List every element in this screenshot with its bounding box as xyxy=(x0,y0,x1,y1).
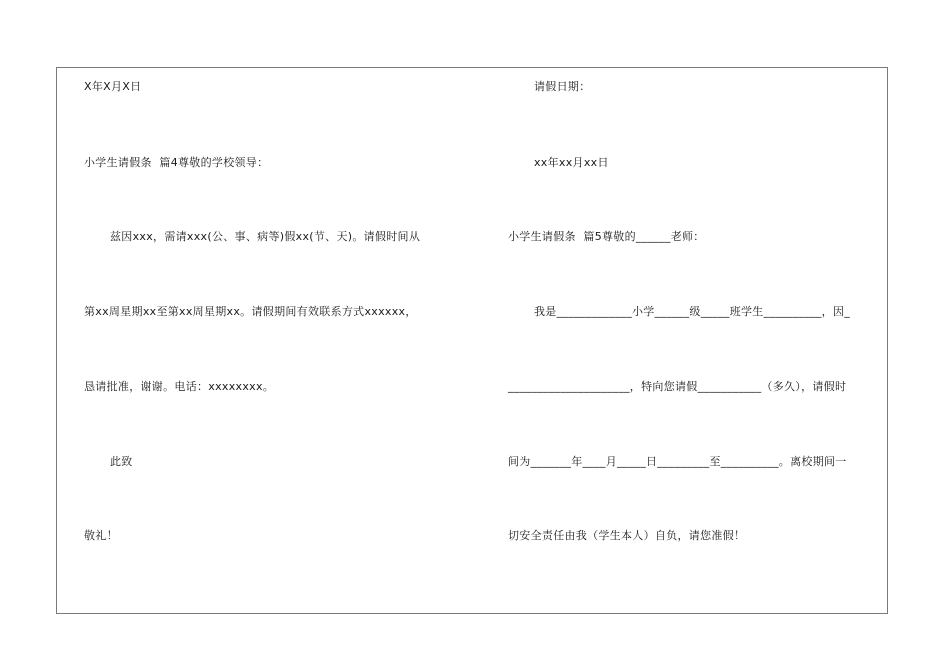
document-frame xyxy=(56,67,888,614)
left-body-line-2: 第xx周星期xx至第xx周星期xx。请假期间有效联系方式xxxxxx， xyxy=(84,305,417,318)
left-heading: 小学生请假条 篇4尊敬的学校领导： xyxy=(84,156,269,169)
right-body-line-1: 我是_____________小学______级_____班学生__________，因_ xyxy=(534,305,850,318)
right-body-line-4: 切安全责任由我（学生本人）自负，请您准假！ xyxy=(508,529,746,542)
left-body-line-3: 恳请批准，谢谢。电话：xxxxxxxx。 xyxy=(84,380,275,393)
right-body-line-3: 间为_______年____月_____日_________至__________。离校期间一 xyxy=(508,455,847,468)
left-body-line-1: 兹因xxx，需请xxx(公、事、病等)假xx(节、天)。请假时间从 xyxy=(110,230,421,243)
right-heading: 小学生请假条 篇5尊敬的______老师： xyxy=(508,230,705,243)
right-body-line-2: _____________________，特向您请假___________（多久），请假时 xyxy=(508,380,847,393)
left-salute: 敬礼！ xyxy=(84,529,118,542)
left-date: X年X月X日 xyxy=(84,80,142,93)
left-closing: 此致 xyxy=(110,455,133,468)
right-leave-date-label: 请假日期： xyxy=(534,80,591,93)
right-leave-date-value: xx年xx月xx日 xyxy=(534,156,609,169)
